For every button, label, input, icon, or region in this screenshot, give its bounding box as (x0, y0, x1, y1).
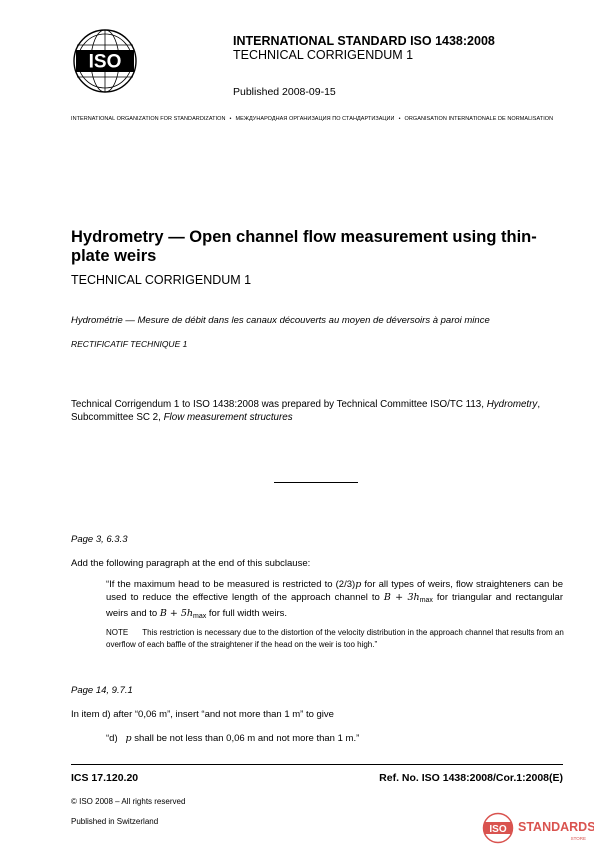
document-title-fr: Hydrométrie — Mesure de débit dans les canaux découverts au moyen de déversoirs à paroi mince (71, 315, 490, 326)
iso-logo (71, 28, 139, 94)
org-name-fr: ORGANISATION INTERNATIONALE DE NORMALISATION (404, 116, 554, 122)
org-separator: • (398, 116, 401, 122)
math-expr-b3h: B + 3h (383, 592, 420, 603)
quote-text-2: for all types of weirs, flow straighteners can be used to reduce the effective length of the approach channel to (106, 579, 563, 603)
inserted-paragraph (106, 578, 563, 623)
published-in: Published in Switzerland (71, 817, 159, 826)
reference-number: Ref. No. ISO 1438:2008/Cor.1:2008(E) (379, 772, 563, 784)
note-label: NOTE (106, 628, 129, 637)
corrigendum-label-en: TECHNICAL CORRIGENDUM 1 (71, 273, 252, 287)
math-var-p: p (125, 733, 132, 744)
badge-store-text: STORE (570, 836, 586, 841)
document-title: Hydrometry — Open channel flow measurement using thin-plate weirs (71, 228, 537, 265)
subcommittee-name: Flow measurement structures (163, 412, 293, 423)
preparation-statement (71, 398, 541, 424)
standard-title: INTERNATIONAL STANDARD ISO 1438:2008 (233, 34, 495, 48)
badge-iso-text: ISO (489, 824, 507, 835)
math-subscript-max: max (419, 597, 433, 604)
iso-standards-store-badge[interactable] (482, 812, 594, 844)
organization-line (71, 116, 553, 122)
item-d-text (106, 733, 359, 744)
separator-rule (274, 482, 358, 483)
change-instruction-1: Add the following paragraph at the end of this subclause: (71, 558, 311, 569)
item-prefix: “d) (106, 733, 118, 744)
change-reference-2: Page 14, 9.7.1 (71, 685, 133, 696)
item-body: shall be not less than 0,06 m and not more than 1 m.” (134, 733, 360, 744)
badge-standards-text: STANDARDS (518, 820, 594, 834)
quote-text-4: for full width weirs. (206, 608, 288, 619)
math-subscript-max: max (193, 613, 207, 620)
org-separator: • (229, 116, 232, 122)
copyright-notice: © ISO 2008 – All rights reserved (71, 797, 186, 806)
standard-subtitle: TECHNICAL CORRIGENDUM 1 (233, 48, 414, 62)
change-reference-1: Page 3, 6.3.3 (71, 534, 128, 545)
prep-text-2: , Subcommittee SC 2, (71, 399, 541, 423)
prep-text-1: Technical Corrigendum 1 to ISO 1438:2008 was prepared by Technical Committee ISO/TC 113, (71, 399, 487, 410)
committee-name: Hydrometry (486, 399, 538, 410)
quote-text-3: for triangular and rectangular weirs and to (106, 592, 563, 619)
math-var-p: p (355, 579, 362, 590)
math-expr-b5h: B + 5h (159, 608, 194, 619)
published-date: Published 2008-09-15 (233, 86, 336, 98)
ics-code: ICS 17.120.20 (71, 772, 139, 784)
iso-logo-text: ISO (88, 51, 122, 73)
org-name-ru: МЕЖДУНАРОДНАЯ ОРГАНИЗАЦИЯ ПО СТАНДАРТИЗАЦИИ (235, 116, 395, 122)
quote-text-1: “If the maximum head to be measured is restricted to (2/3) (106, 579, 356, 590)
note-text: This restriction is necessary due to the distortion of the velocity distribution in the approach channel that results from an overflow of each baffle of the straightener if the head on the weir is too high.” (106, 628, 564, 649)
note (106, 627, 564, 650)
footer-rule (71, 764, 563, 765)
change-instruction-2: In item d) after “0,06 m”, insert “and not more than 1 m” to give (71, 709, 334, 720)
corrigendum-label-fr: RECTIFICATIF TECHNIQUE 1 (71, 339, 188, 349)
org-name-en: INTERNATIONAL ORGANIZATION FOR STANDARDIZATION (71, 116, 226, 122)
